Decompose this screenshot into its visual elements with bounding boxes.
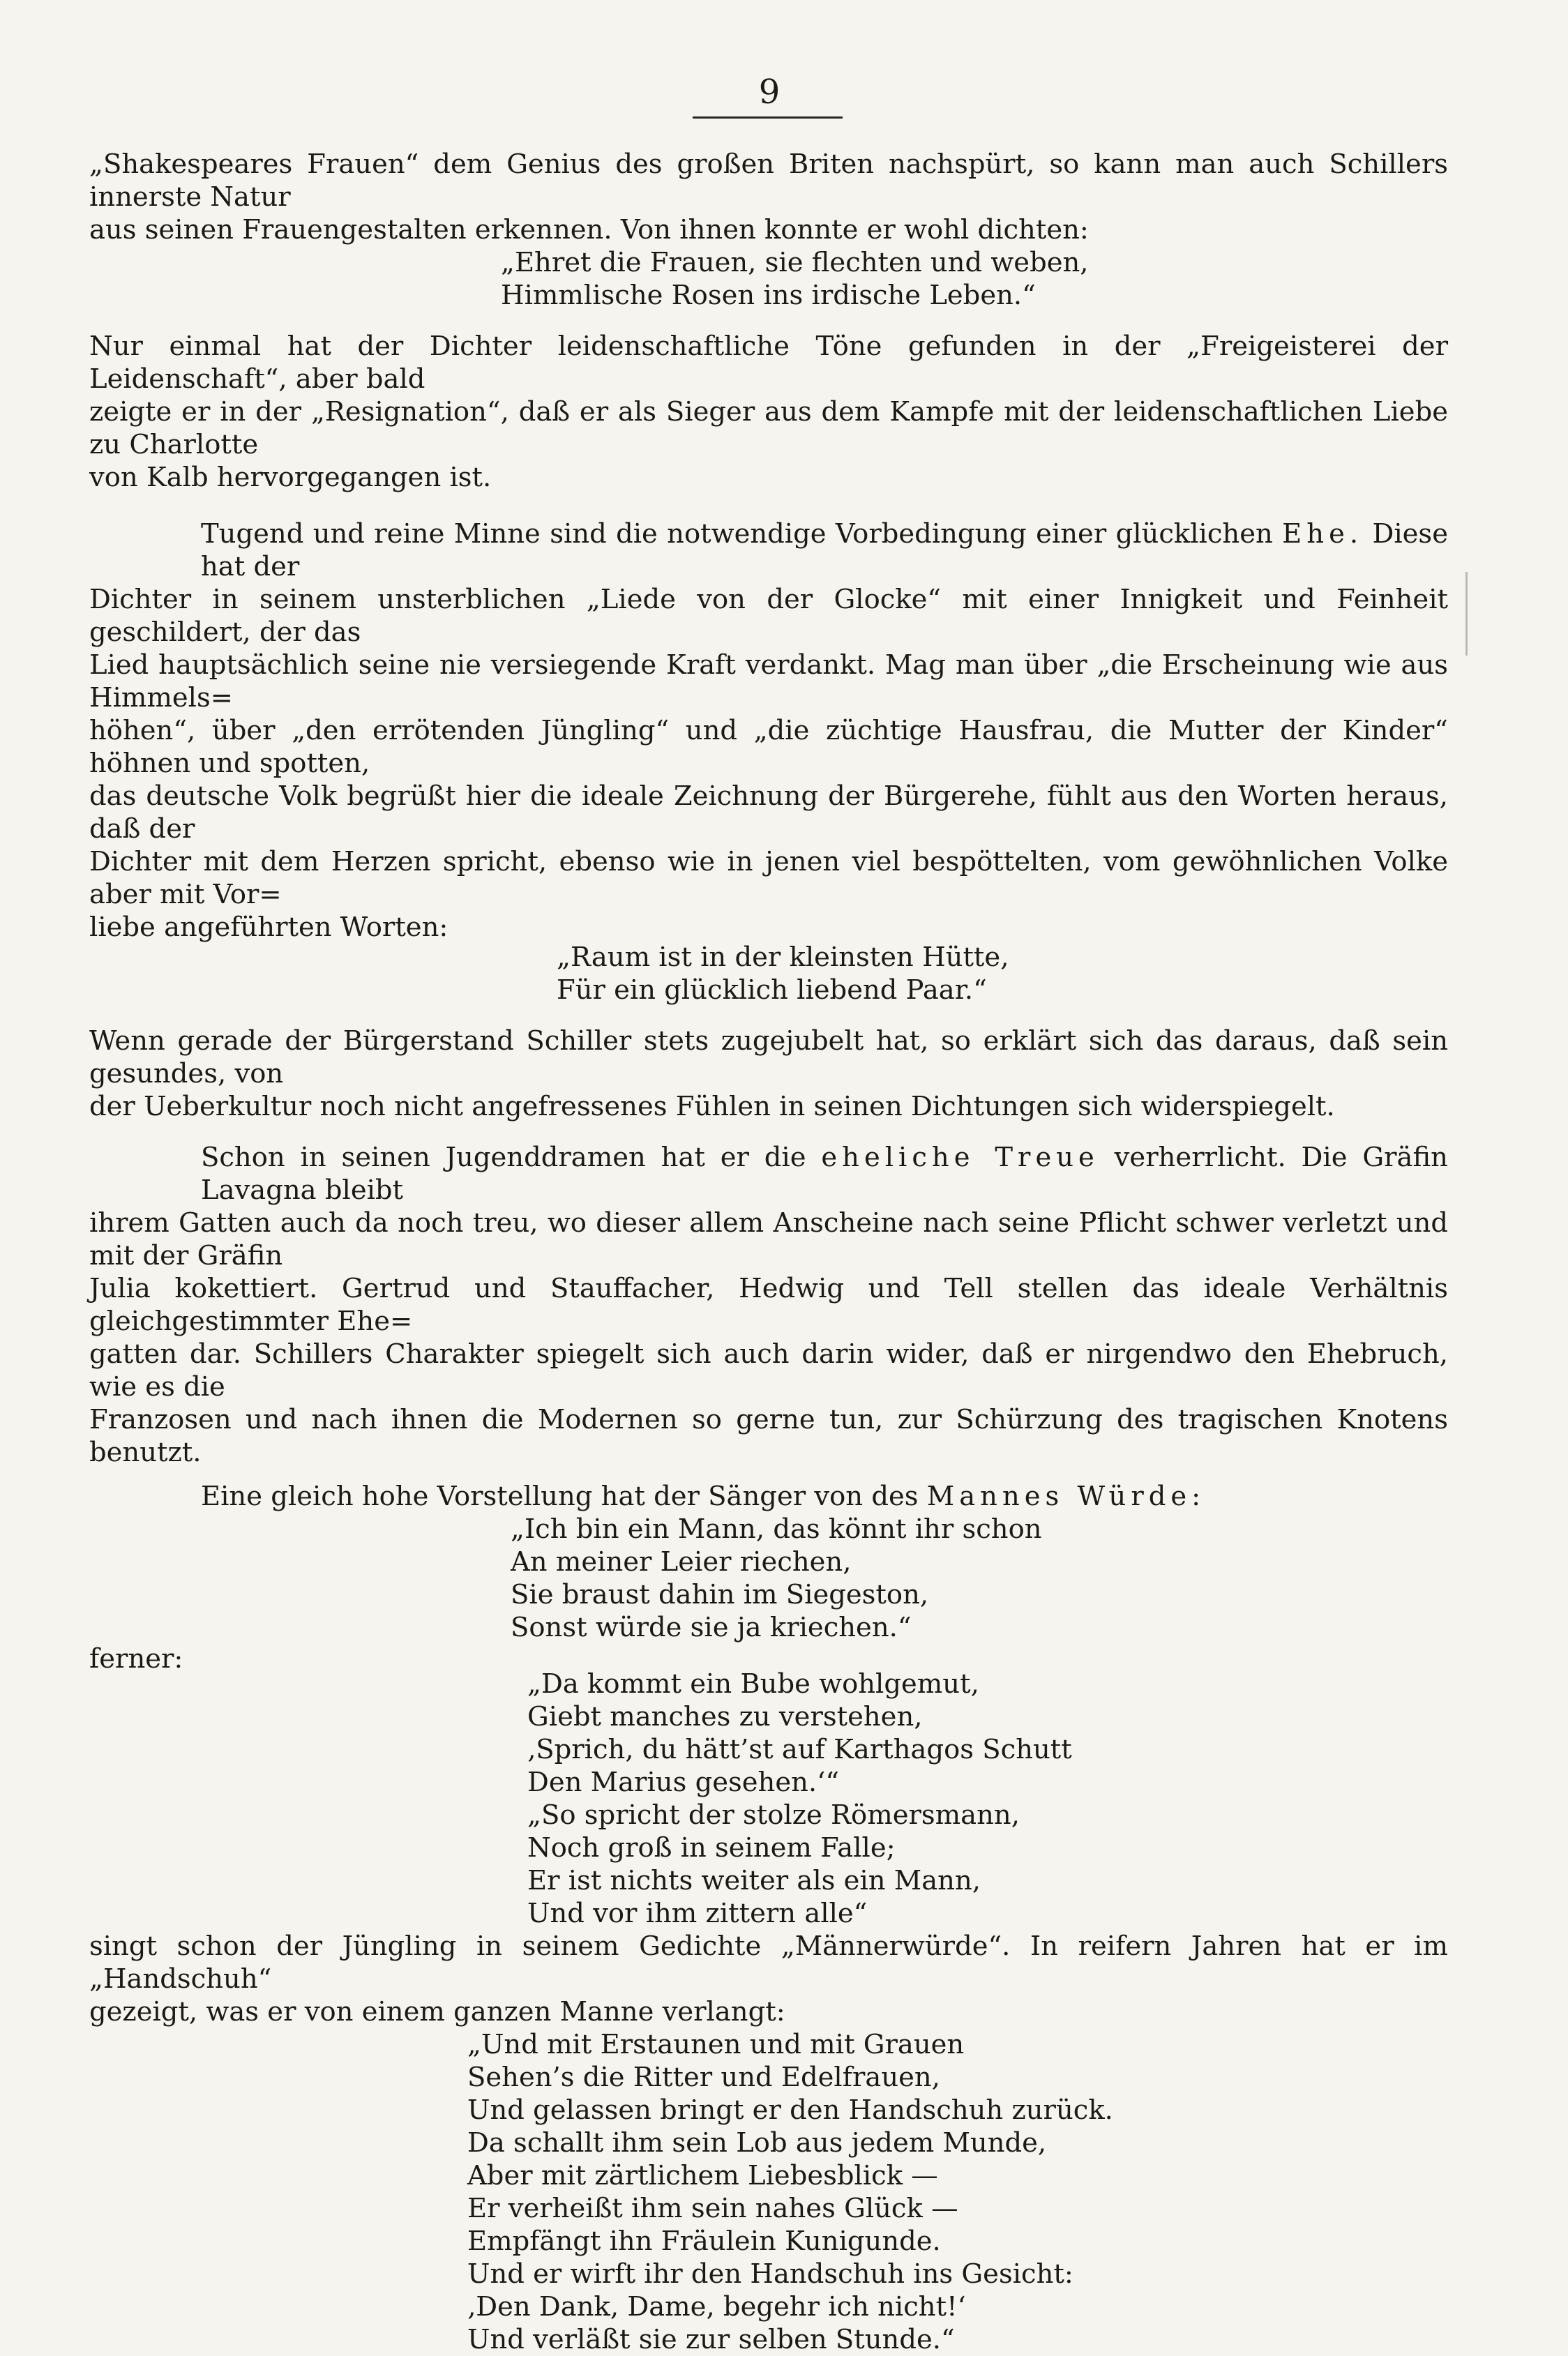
verse-line: Den Marius gesehen.‘“ <box>527 1767 840 1798</box>
verse-line: Sonst würde sie ja kriechen.“ <box>511 1612 912 1643</box>
paragraph-treue-cont <box>89 1207 1448 1469</box>
verse-raum-ist <box>89 941 1448 1006</box>
paragraph-shakespeare <box>89 148 1448 246</box>
verse-line: Und er wirft ihr den Handschuh ins Gesicht: <box>467 2258 1073 2290</box>
text-line: Dichter mit dem Herzen spricht, ebenso wie in jenen viel bespöttelten, vom gewöhnlichen Volke aber mit Vor= <box>89 846 1448 910</box>
verse-line: Da schallt ihm sein Lob aus jedem Munde, <box>467 2127 1047 2159</box>
verse-line: „Ich bin ein Mann, das könnt ihr schon <box>511 1513 1042 1545</box>
text-line: ihrem Gatten auch da noch treu, wo dieser allem Anscheine nach seine Pflicht schwer verletzt und mit der Gräfin <box>89 1207 1448 1271</box>
text-line: Tugend und reine Minne sind die notwendige Vorbedingung einer glücklichen <box>201 518 1273 550</box>
verse-line: „So spricht der stolze Römersmann, <box>527 1799 1020 1831</box>
text-line: Schon in seinen Jugenddramen hat er die <box>201 1142 806 1173</box>
verse-line: Und vor ihm zittern alle“ <box>527 1898 868 1929</box>
spaced-emphasis: eheliche Treue <box>821 1142 1099 1173</box>
paragraph-treue <box>89 1141 1448 1207</box>
verse-line: Giebt manches zu verstehen, <box>527 1701 923 1732</box>
paragraph-maennerwuerde <box>89 1930 1448 2028</box>
text-line: verherrlicht. Die Gräfin Lavagna bleibt <box>201 1142 1448 1206</box>
paragraph-glocke <box>89 518 1448 583</box>
verse-line: Und verläßt sie zur selben Stunde.“ <box>467 2324 955 2355</box>
verse-line: „Ehret die Frauen, sie flechten und weben, <box>501 247 1089 278</box>
text-line: Dichter in seinem unsterblichen „Liede von der Glocke“ mit einer Innigkeit und Feinheit geschildert, der das <box>89 584 1448 648</box>
verse-so-spricht <box>89 1799 1448 1930</box>
verse-ich-bin-ein-mann <box>89 1513 1448 1644</box>
text-line: gatten dar. Schillers Charakter spiegelt sich auch darin wider, daß er nirgendwo den Ehebruch, wie es die <box>89 1338 1448 1403</box>
text-line: zeigte er in der „Resignation“, daß er als Sieger aus dem Kampfe mit der leidenschaftlichen Liebe zu Charlotte <box>89 396 1448 460</box>
page-number-rule <box>693 116 843 119</box>
verse-line: ‚Sprich, du hätt’st auf Karthagos Schutt <box>527 1734 1072 1765</box>
text-line: „Shakespeares Frauen“ dem Genius des großen Briten nachspürt, so kann man auch Schillers innerste Natur <box>89 149 1448 213</box>
ferner-row <box>89 1643 1448 1799</box>
verse-line: ‚Den Dank, Dame, begehr ich nicht!‘ <box>467 2291 966 2323</box>
ferner-label: ferner: <box>89 1643 183 1675</box>
text-line: Lied hauptsächlich seine nie versiegende Kraft verdankt. Mag man über „die Erscheinung wie aus Himmels= <box>89 649 1448 713</box>
text-line: Diese hat der <box>201 518 1448 582</box>
paragraph-leidenschaft <box>89 330 1448 494</box>
page-body <box>89 148 1448 2356</box>
text-line: Julia kokettiert. Gertrud und Stauffacher, Hedwig und Tell stellen das ideale Verhältnis gleichgestimmter Ehe= <box>89 1273 1448 1337</box>
verse-handschuh <box>89 2028 1448 2356</box>
verse-line: Himmlische Rosen ins irdische Leben.“ <box>501 280 1036 311</box>
verse-line: Noch groß in seinem Falle; <box>527 1832 896 1864</box>
spaced-emphasis: Ehe. <box>1282 518 1364 550</box>
verse-line: Und gelassen bringt er den Handschuh zurück. <box>467 2094 1113 2126</box>
text-line: das deutsche Volk begrüßt hier die ideale Zeichnung der Bürgerehe, fühlt aus den Worten heraus, daß der <box>89 780 1448 845</box>
text-line: liebe angeführten Worten: <box>89 912 448 943</box>
text-line: aus seinen Frauengestalten erkennen. Von ihnen konnte er wohl dichten: <box>89 214 1089 246</box>
verse-line: Aber mit zärtlichem Liebesblick — <box>467 2160 938 2191</box>
text-line: Wenn gerade der Bürgerstand Schiller stets zugejubelt hat, so erklärt sich das daraus, daß sein gesundes, von <box>89 1025 1448 1089</box>
text-line: höhen“, über „den errötenden Jüngling“ und „die züchtige Hausfrau, die Mutter der Kinder“ höhnen und spotten, <box>89 715 1448 779</box>
text-line: Franzosen und nach ihnen die Modernen so gerne tun, zur Schürzung des tragischen Knotens benutzt. <box>89 1404 1448 1468</box>
text-line: singt schon der Jüngling in seinem Gedichte „Männerwürde“. In reifern Jahren hat er im „Handschuh“ <box>89 1931 1448 1995</box>
verse-da-kommt-ein-bube <box>89 1643 1448 1799</box>
verse-line: Empfängt ihn Fräulein Kunigunde. <box>467 2226 941 2257</box>
text-line: Nur einmal hat der Dichter leidenschaftliche Töne gefunden in der „Freigeisterei der Leidenschaft“, aber bald <box>89 331 1448 395</box>
verse-line: Sie braust dahin im Siegeston, <box>511 1579 929 1610</box>
paragraph-buergerstand <box>89 1025 1448 1123</box>
verse-line: Er ist nichts weiter als ein Mann, <box>527 1865 981 1896</box>
text-line: Eine gleich hohe Vorstellung hat der Sänger von des <box>201 1481 919 1512</box>
paragraph-mannes-wuerde <box>89 1480 1448 1513</box>
verse-line: An meiner Leier riechen, <box>511 1546 852 1578</box>
text-line: der Ueberkultur noch nicht angefressenes Fühlen in seinen Dichtungen sich widerspiegelt. <box>89 1091 1335 1122</box>
scan-margin-mark <box>1465 572 1468 656</box>
paragraph-glocke-cont <box>89 583 1448 944</box>
page-number: 9 <box>758 73 781 112</box>
text-line: gezeigt, was er von einem ganzen Manne verlangt: <box>89 1996 785 2027</box>
verse-line: „Da kommt ein Bube wohlgemut, <box>527 1668 979 1700</box>
verse-line: Für ein glücklich liebend Paar.“ <box>557 974 987 1006</box>
text-line: von Kalb hervorgegangen ist. <box>89 462 492 493</box>
verse-ehret-die-frauen <box>89 246 1448 312</box>
verse-line: Sehen’s die Ritter und Edelfrauen, <box>467 2062 940 2093</box>
spaced-emphasis: Mannes Würde: <box>926 1481 1206 1512</box>
verse-line: „Und mit Erstaunen und mit Grauen <box>467 2029 965 2060</box>
verse-line: Er verheißt ihm sein nahes Glück — <box>467 2193 958 2224</box>
verse-line: „Raum ist in der kleinsten Hütte, <box>557 942 1009 973</box>
